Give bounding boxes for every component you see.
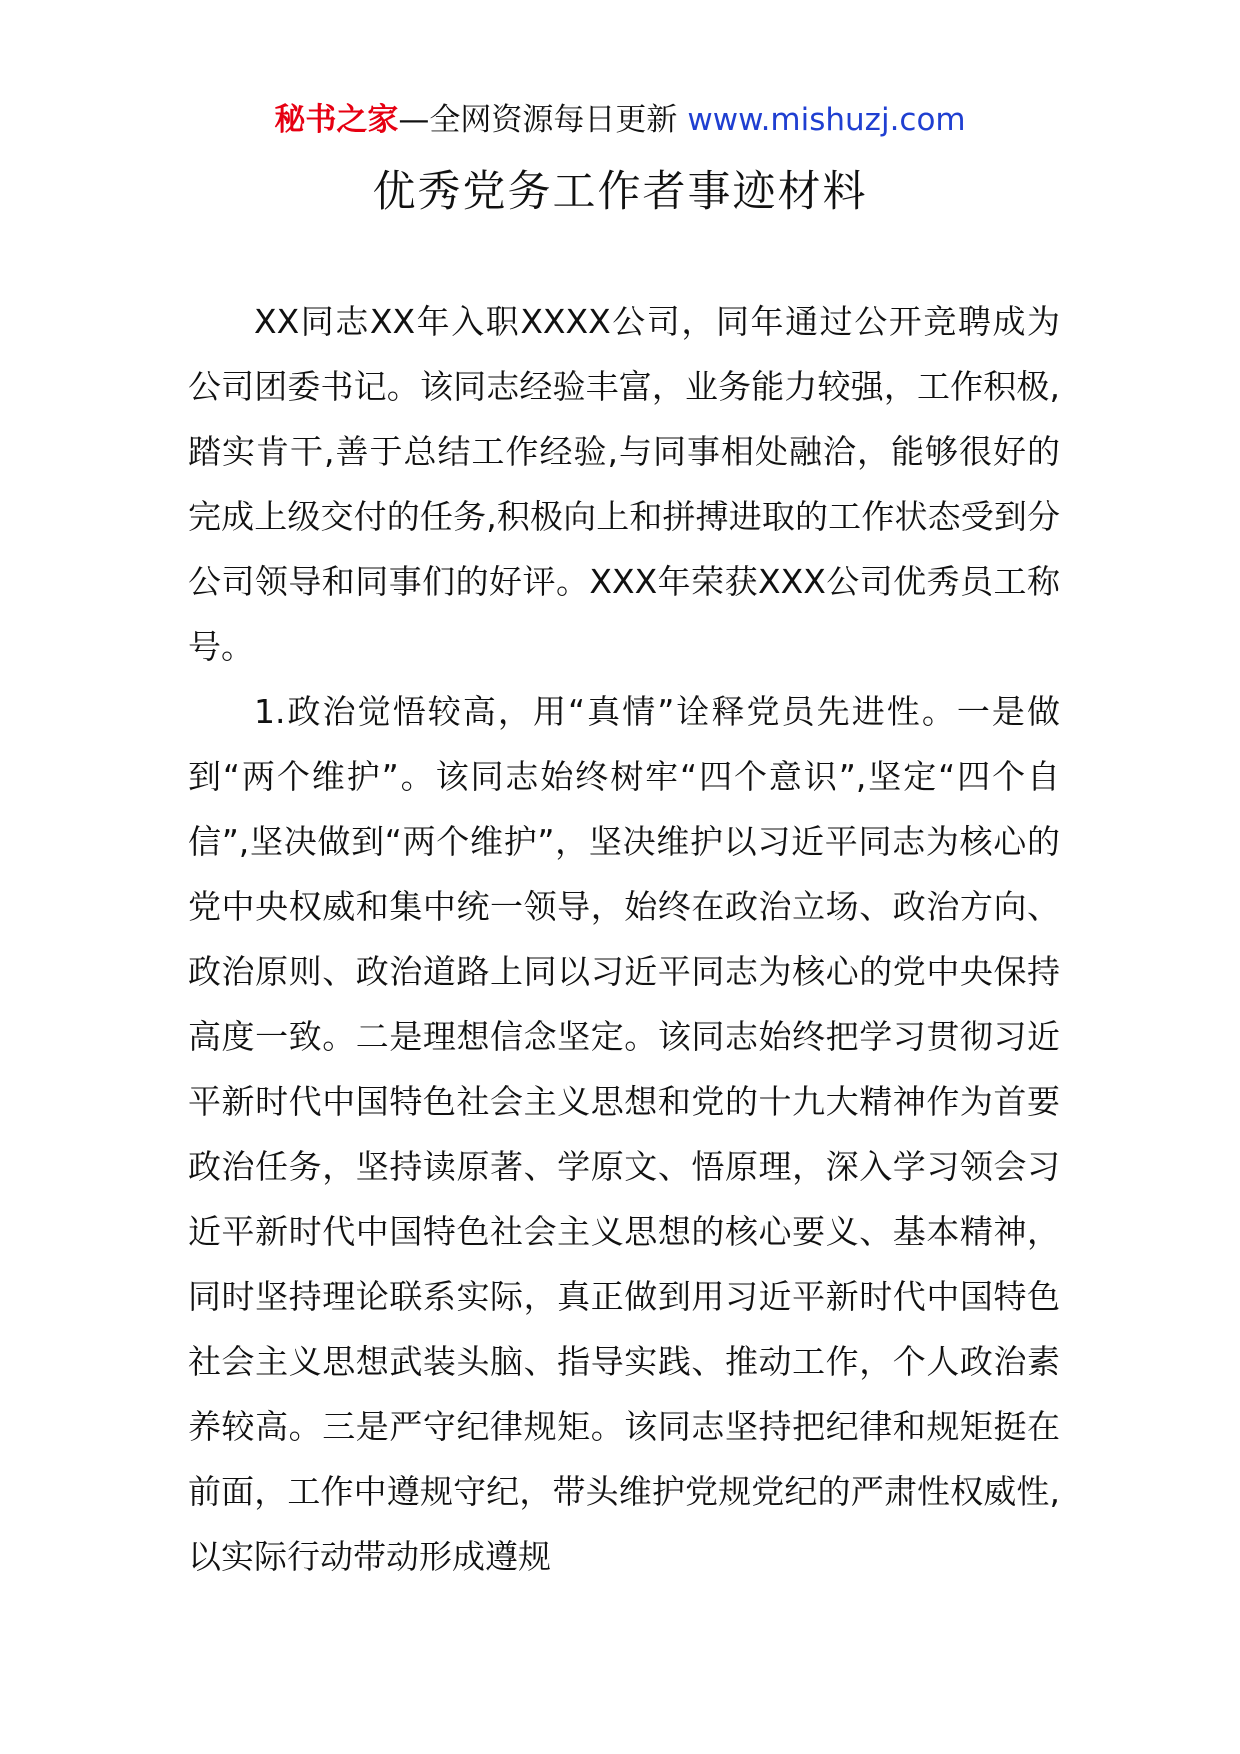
site-header bbox=[0, 98, 1240, 142]
site-slogan: —全网资源每日更新 bbox=[398, 102, 678, 138]
document-body bbox=[188, 289, 1060, 1589]
paragraph-political-awareness: 1.政治觉悟较高，用“真情”诠释党员先进性。一是做到“两个维护”。该同志始终树牢“四个意识”,坚定“四个自信”,坚决做到“两个维护”，坚决维护以习近平同志为核心的党中央权威和集中统一领导，始终在政治立场、政治方向、政治原则、政治道路上同以习近平同志为核心的党中央保持高度一致。二是理想信念坚定。该同志始终把学习贯彻习近平新时代中国特色社会主义思想和党的十九大精神作为首要政治任务，坚持读原著、学原文、悟原理，深入学习领会习近平新时代中国特色社会主义思想的核心要义、基本精神，同时坚持理论联系实际，真正做到用习近平新时代中国特色社会主义思想武装头脑、指导实践、推动工作，个人政治素养较高。三是严守纪律规矩。该同志坚持把纪律和规矩挺在前面，工作中遵规守纪，带头维护党规党纪的严肃性权威性,以实际行动带动形成遵规 bbox=[188, 692, 1060, 1576]
site-name: 秘书之家 bbox=[274, 102, 399, 138]
document-title: 优秀党务工作者事迹材料 bbox=[372, 167, 868, 217]
paragraph-intro: XX同志XX年入职XXXX公司，同年通过公开竞聘成为公司团委书记。该同志经验丰富，业务能力较强，工作积极,踏实肯干,善于总结工作经验,与同事相处融洽，能够很好的完成上级交付的任务,积极向上和拼搏进取的工作状态受到分公司领导和同事们的好评。XXX年荣获XXX公司优秀员工称号。 bbox=[188, 302, 1060, 666]
site-url-link[interactable]: www.mishuzj.com bbox=[687, 102, 966, 138]
